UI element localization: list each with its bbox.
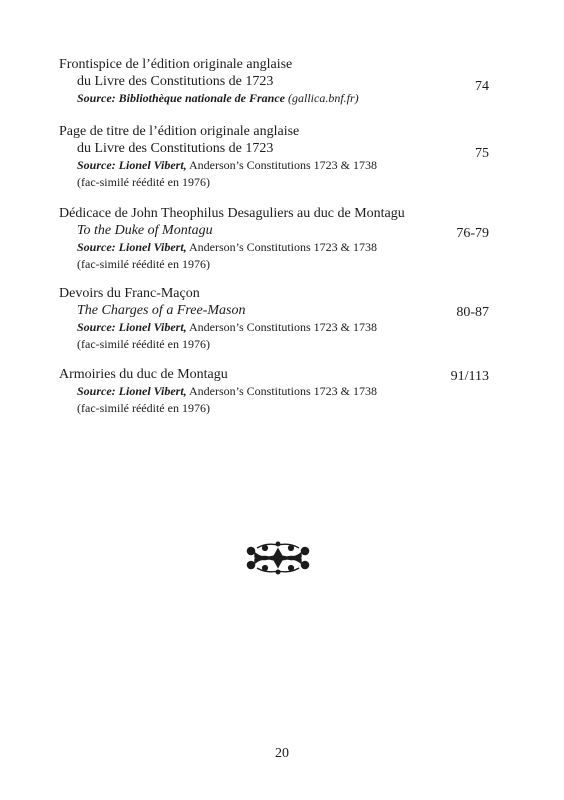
list-item bbox=[59, 366, 489, 417]
list-item bbox=[59, 285, 489, 353]
source-label: Source: Lionel Vibert, bbox=[77, 384, 187, 398]
entry-title: Armoiries du duc de Montagu bbox=[59, 367, 228, 382]
entry-source bbox=[59, 239, 489, 256]
entry-source-note: (fac-similé réédité en 1976) bbox=[77, 257, 210, 271]
entry-page: 80-87 bbox=[456, 305, 489, 320]
entry-source bbox=[59, 383, 489, 400]
source-label: Source: Bibliothèque nationale de France bbox=[77, 91, 286, 105]
entry-subtitle: The Charges of a Free-Mason bbox=[77, 303, 246, 318]
entry-title: Dédicace de John Theophilus Desaguliers au duc de Montagu bbox=[59, 206, 405, 221]
entry-page: 75 bbox=[475, 146, 489, 161]
entry-source bbox=[59, 90, 489, 107]
source-detail: Anderson’s Constitutions 1723 & 1738 bbox=[186, 320, 378, 334]
source-label: Source: Lionel Vibert, bbox=[77, 158, 187, 172]
entry-page: 74 bbox=[475, 79, 489, 94]
entry-title: Frontispice de l’édition originale anglaise bbox=[59, 57, 293, 72]
entry-title-continued: du Livre des Constitutions de 1723 bbox=[77, 74, 274, 89]
entry-source bbox=[59, 319, 489, 336]
entry-title-continued: du Livre des Constitutions de 1723 bbox=[77, 141, 274, 156]
entry-title: Page de titre de l’édition originale anglaise bbox=[59, 124, 300, 139]
source-detail: Anderson’s Constitutions 1723 & 1738 bbox=[186, 384, 378, 398]
entry-page: 91/113 bbox=[450, 369, 489, 384]
source-detail: (gallica.bnf.fr) bbox=[285, 91, 359, 105]
source-label: Source: Lionel Vibert, bbox=[77, 320, 187, 334]
entry-source bbox=[59, 157, 489, 174]
list-item bbox=[59, 123, 489, 191]
entry-source-note: (fac-similé réédité en 1976) bbox=[77, 337, 210, 351]
source-label: Source: Lionel Vibert, bbox=[77, 240, 187, 254]
entry-title: Devoirs du Franc-Maçon bbox=[59, 286, 200, 301]
entry-source-note: (fac-similé réédité en 1976) bbox=[77, 401, 210, 415]
source-detail: Anderson’s Constitutions 1723 & 1738 bbox=[186, 158, 378, 172]
page-number: 20 bbox=[275, 746, 289, 761]
entry-page: 76-79 bbox=[456, 226, 489, 241]
list-item bbox=[59, 205, 489, 273]
source-detail: Anderson’s Constitutions 1723 & 1738 bbox=[186, 240, 378, 254]
list-item bbox=[59, 56, 489, 107]
entry-source-note: (fac-similé réédité en 1976) bbox=[77, 175, 210, 189]
entry-subtitle: To the Duke of Montagu bbox=[77, 223, 213, 238]
fleuron-ornament-icon bbox=[245, 540, 311, 576]
